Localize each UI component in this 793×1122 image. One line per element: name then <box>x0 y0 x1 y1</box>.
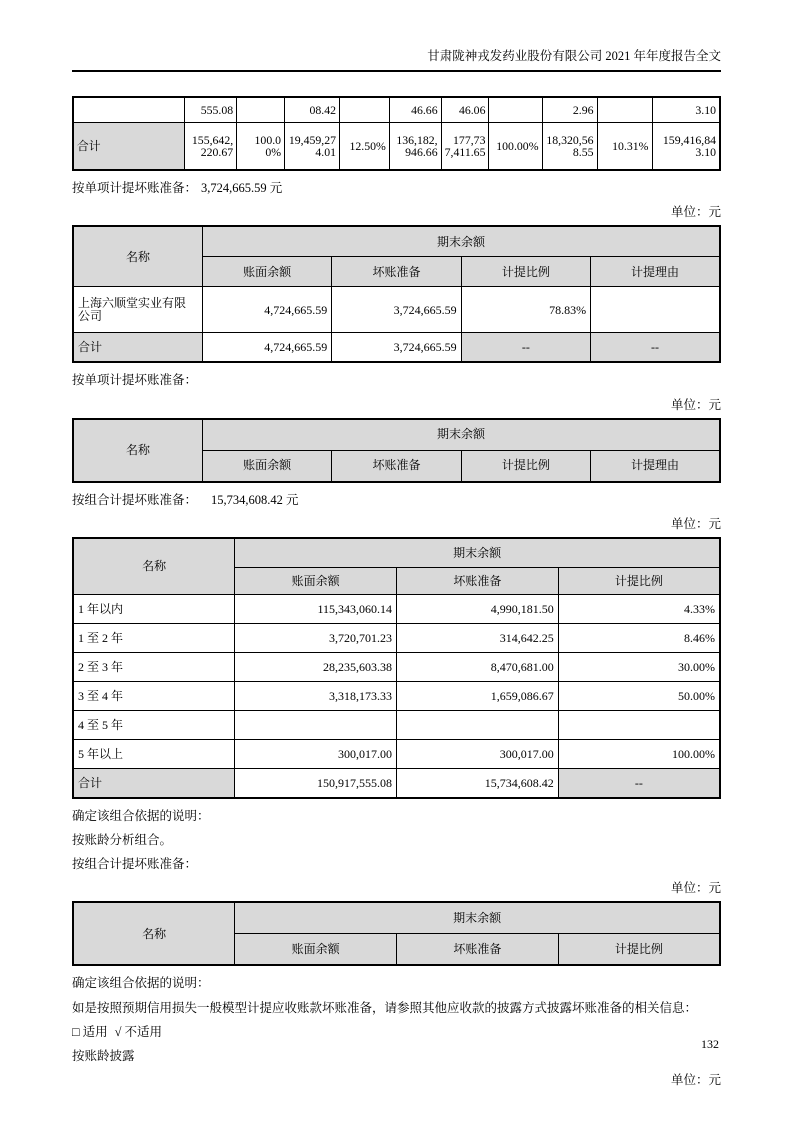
header-row <box>73 419 720 451</box>
table-row <box>73 623 720 652</box>
aging-cell: 1 至 2 年 <box>73 623 235 652</box>
value-cell: 115,343,060.14 <box>235 594 397 623</box>
group-header-cell: 期末余额 <box>235 538 720 568</box>
not-apply-label: 不适用 <box>124 1024 162 1039</box>
check-icon: √ <box>114 1024 122 1039</box>
header-row <box>73 226 720 257</box>
total-value-cell: 159,416,843.10 <box>652 123 720 171</box>
individual-provision-empty-table <box>72 418 721 483</box>
value-cell <box>558 710 720 739</box>
note-label: 按单项计提坏账准备： <box>72 181 198 196</box>
provision-summary-table <box>72 96 721 171</box>
portfolio-provision-note <box>72 494 721 507</box>
name-header-cell: 名称 <box>73 538 235 595</box>
value-cell: 3,720,701.23 <box>235 623 397 652</box>
subheader-cell: 账面余额 <box>235 934 397 966</box>
total-value-cell: 10.31% <box>597 123 652 171</box>
value-cell: 4,724,665.59 <box>202 287 331 333</box>
total-value-cell: 12.50% <box>340 123 390 171</box>
total-value-cell: -- <box>558 768 720 798</box>
table-row <box>73 594 720 623</box>
total-value-cell: 177,737,411.65 <box>441 123 489 171</box>
name-header-cell: 名称 <box>73 226 202 287</box>
total-value-cell: 150,917,555.08 <box>235 768 397 798</box>
value-cell: 3,724,665.59 <box>332 287 461 333</box>
value-cell: 46.06 <box>441 97 489 123</box>
subheader-cell: 计提理由 <box>591 450 720 482</box>
note-amount: 15,734,608.42 元 <box>211 492 299 507</box>
total-value-cell: 15,734,608.42 <box>397 768 559 798</box>
individual-provision-table <box>72 225 721 363</box>
table-row <box>73 710 720 739</box>
total-value-cell: 18,320,568.55 <box>542 123 597 171</box>
total-value-cell: 100.00% <box>489 123 542 171</box>
total-row <box>73 123 720 171</box>
subheader-cell: 坏账准备 <box>397 567 559 594</box>
value-cell: 8,470,681.00 <box>397 652 559 681</box>
value-cell <box>597 97 652 123</box>
subheader-cell: 账面余额 <box>202 257 331 287</box>
page-number: 132 <box>701 1037 719 1051</box>
total-label-cell: 合计 <box>73 768 235 798</box>
value-cell: 30.00% <box>558 652 720 681</box>
name-cell: 上海六顺堂实业有限公司 <box>73 287 202 333</box>
value-cell: 300,017.00 <box>235 739 397 768</box>
value-cell: 28,235,603.38 <box>235 652 397 681</box>
total-label-cell: 合计 <box>73 333 202 363</box>
value-cell: 2.96 <box>542 97 597 123</box>
unit-label: 单位：元 <box>670 1072 721 1087</box>
individual-provision-note-2: 按单项计提坏账准备： <box>72 373 198 388</box>
group-header-cell: 期末余额 <box>202 419 720 451</box>
portfolio-basis-note-2: 确定该组合依据的说明： <box>72 976 210 991</box>
total-value-cell: 136,182,946.66 <box>389 123 441 171</box>
ecl-model-note: 如是按照预期信用损失一般模型计提应收账款坏账准备，请参照其他应收款的披露方式披露坏账准备的相关信息： <box>72 1000 698 1015</box>
subheader-cell: 坏账准备 <box>332 450 461 482</box>
value-cell: 78.83% <box>461 287 590 333</box>
unit-label: 单位：元 <box>670 881 721 896</box>
header-row <box>73 902 720 934</box>
subheader-cell: 账面余额 <box>235 567 397 594</box>
applicability-line <box>72 1026 721 1039</box>
value-cell <box>591 287 720 333</box>
individual-provision-note <box>72 182 721 195</box>
subheader-cell: 坏账准备 <box>332 257 461 287</box>
value-cell <box>235 710 397 739</box>
total-value-cell: 3,724,665.59 <box>332 333 461 363</box>
total-row <box>73 333 720 363</box>
note-label: 按组合计提坏账准备： <box>72 492 198 507</box>
portfolio-provision-note-2: 按组合计提坏账准备： <box>72 857 198 872</box>
total-value-cell: 19,459,274.01 <box>285 123 340 171</box>
name-header-cell: 名称 <box>73 902 235 965</box>
value-cell: 1,659,086.67 <box>397 681 559 710</box>
apply-label: 适用 <box>82 1024 108 1039</box>
aging-analysis-table <box>72 537 721 799</box>
aging-cell: 2 至 3 年 <box>73 652 235 681</box>
table-row <box>73 97 720 123</box>
value-cell: 8.46% <box>558 623 720 652</box>
report-header <box>72 50 721 72</box>
value-cell: 3,318,173.33 <box>235 681 397 710</box>
total-value-cell: 4,724,665.59 <box>202 333 331 363</box>
aging-cell: 1 年以内 <box>73 594 235 623</box>
note-amount: 3,724,665.59 元 <box>201 181 283 196</box>
table-row <box>73 681 720 710</box>
value-cell: 46.66 <box>389 97 441 123</box>
table-row <box>73 739 720 768</box>
name-header-cell: 名称 <box>73 419 202 482</box>
value-cell <box>397 710 559 739</box>
value-cell: 3.10 <box>652 97 720 123</box>
value-cell <box>340 97 390 123</box>
group-header-cell: 期末余额 <box>235 902 720 934</box>
subheader-cell: 计提理由 <box>591 257 720 287</box>
value-cell: 4,990,181.50 <box>397 594 559 623</box>
value-cell: 08.42 <box>285 97 340 123</box>
unit-label: 单位：元 <box>670 516 721 531</box>
total-value-cell: -- <box>461 333 590 363</box>
subheader-cell: 计提比例 <box>558 567 720 594</box>
total-label-cell: 合计 <box>73 123 185 171</box>
report-title: 甘肃陇神戎发药业股份有限公司 2021 年年度报告全文 <box>427 49 721 63</box>
aging-cell: 5 年以上 <box>73 739 235 768</box>
aging-cell: 4 至 5 年 <box>73 710 235 739</box>
subheader-cell: 计提比例 <box>461 450 590 482</box>
value-cell <box>489 97 542 123</box>
portfolio-provision-empty-table <box>72 901 721 966</box>
value-cell: 555.08 <box>185 97 237 123</box>
unit-label: 单位：元 <box>670 205 721 220</box>
subheader-cell: 计提比例 <box>461 257 590 287</box>
value-cell <box>237 97 285 123</box>
total-row <box>73 768 720 798</box>
total-value-cell: 155,642,220.67 <box>185 123 237 171</box>
value-cell: 100.00% <box>558 739 720 768</box>
subheader-cell: 计提比例 <box>558 934 720 966</box>
group-header-cell: 期末余额 <box>202 226 720 257</box>
aging-cell: 3 至 4 年 <box>73 681 235 710</box>
total-value-cell: 100.00% <box>237 123 285 171</box>
unit-label: 单位：元 <box>670 397 721 412</box>
name-cell <box>73 97 185 123</box>
checkbox-unchecked-icon: □ <box>72 1024 80 1039</box>
aging-disclosure-note: 按账龄披露 <box>72 1048 135 1063</box>
header-row <box>73 538 720 568</box>
total-value-cell: -- <box>591 333 720 363</box>
aging-portfolio-note: 按账龄分析组合。 <box>72 833 173 847</box>
subheader-cell: 账面余额 <box>202 450 331 482</box>
value-cell: 314,642.25 <box>397 623 559 652</box>
value-cell: 300,017.00 <box>397 739 559 768</box>
table-row <box>73 287 720 333</box>
value-cell: 50.00% <box>558 681 720 710</box>
table-row <box>73 652 720 681</box>
value-cell: 4.33% <box>558 594 720 623</box>
subheader-cell: 坏账准备 <box>397 934 559 966</box>
portfolio-basis-note: 确定该组合依据的说明： <box>72 808 210 823</box>
